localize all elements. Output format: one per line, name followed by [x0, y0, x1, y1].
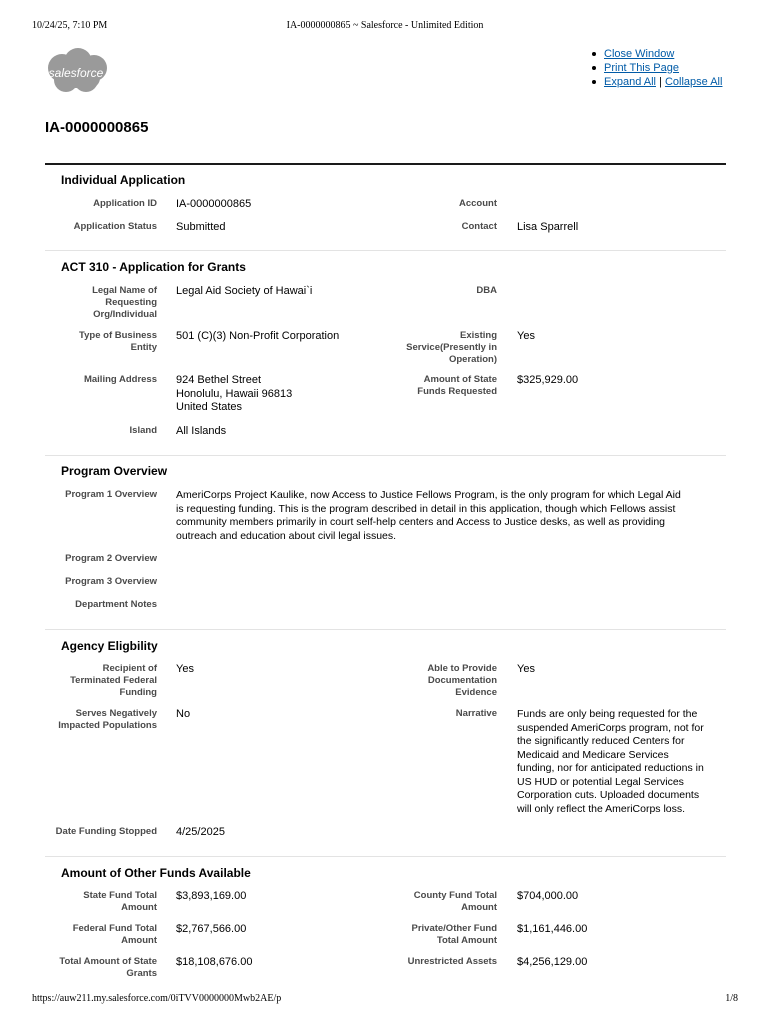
- account-label: Account: [459, 198, 497, 209]
- expand-all-link[interactable]: Expand All: [604, 76, 656, 88]
- date-funding-stopped-label: Date Funding Stopped: [55, 826, 157, 837]
- close-window-item: [592, 47, 722, 61]
- section-title-agency-eligibility[interactable]: Agency Eligbility: [61, 639, 158, 653]
- print-page-item: [592, 61, 722, 75]
- salesforce-logo: [40, 46, 112, 96]
- expand-collapse-item: [592, 75, 722, 89]
- county-fund-total-label: County Fund Total Amount: [413, 890, 497, 913]
- section-divider: [45, 856, 726, 857]
- application-status-label: Application Status: [73, 221, 157, 232]
- able-to-provide-documentation-value: Yes: [517, 663, 535, 675]
- total-state-grants-label: Total Amount of State Grants: [59, 956, 157, 979]
- program-1-overview-label: Program 1 Overview: [65, 489, 157, 500]
- section-title-other-funds[interactable]: Amount of Other Funds Available: [61, 866, 251, 880]
- program-2-overview-label: Program 2 Overview: [65, 553, 157, 564]
- print-timestamp: 10/24/25, 7:10 PM: [32, 20, 108, 31]
- page-actions: [592, 47, 722, 89]
- collapse-all-link[interactable]: Collapse All: [664, 76, 723, 88]
- print-page-number: 1/8: [725, 993, 738, 1004]
- private-other-fund-value: $1,161,446.00: [517, 923, 588, 935]
- private-other-fund-label: Private/Other Fund Total Amount: [411, 923, 497, 946]
- serves-impacted-populations-label: Serves Negatively Impacted Populations: [58, 708, 157, 731]
- unrestricted-assets-value: $4,256,129.00: [517, 956, 588, 968]
- section-divider: [45, 455, 726, 456]
- print-header: [0, 20, 770, 34]
- legal-name-label: Legal Name of Requesting Org/Individual: [92, 285, 157, 320]
- print-url: https://auw211.my.salesforce.com/0iTVV0000000Mwb2AE/p: [32, 993, 282, 1004]
- county-fund-total-value: $704,000.00: [517, 890, 579, 902]
- state-fund-total-label: State Fund Total Amount: [83, 890, 157, 913]
- application-id-label: Application ID: [93, 198, 157, 209]
- section-title-program-overview[interactable]: Program Overview: [61, 464, 168, 478]
- federal-fund-total-value: $2,767,566.00: [176, 923, 247, 935]
- existing-service-label: Existing Service(Presently in Operation): [406, 330, 497, 365]
- state-fund-total-value: $3,893,169.00: [176, 890, 247, 902]
- page-title: IA-0000000865: [45, 119, 149, 136]
- existing-service-value: Yes: [517, 330, 535, 342]
- application-status-value: Submitted: [176, 221, 226, 233]
- section-title-individual-application[interactable]: Individual Application: [61, 173, 186, 187]
- program-3-overview-label: Program 3 Overview: [65, 576, 157, 587]
- narrative-label: Narrative: [455, 708, 497, 719]
- amount-requested-value: $325,929.00: [517, 374, 579, 386]
- section-title-act-310[interactable]: ACT 310 - Application for Grants: [61, 260, 246, 274]
- federal-fund-total-label: Federal Fund Total Amount: [72, 923, 157, 946]
- title-divider: [45, 163, 726, 165]
- section-divider: [45, 629, 726, 630]
- print-title: IA-0000000865 ~ Salesforce - Unlimited Edition: [286, 20, 484, 31]
- island-label: Island: [129, 425, 157, 436]
- legal-name-value: Legal Aid Society of Hawai`i: [176, 285, 313, 297]
- total-state-grants-value: $18,108,676.00: [176, 956, 253, 968]
- print-page-link[interactable]: Print This Page: [604, 62, 680, 74]
- business-type-label: Type of Business Entity: [79, 330, 157, 353]
- mailing-address-label: Mailing Address: [83, 374, 157, 385]
- close-window-link[interactable]: Close Window: [604, 48, 675, 60]
- dba-label: DBA: [476, 285, 497, 296]
- link-separator: |: [659, 76, 662, 88]
- contact-label: Contact: [461, 221, 497, 232]
- serves-impacted-populations-value: No: [176, 708, 191, 720]
- application-id-value: IA-0000000865: [176, 198, 252, 210]
- able-to-provide-documentation-label: Able to Provide Documentation Evidence: [427, 663, 497, 698]
- recipient-terminated-funding-label: Recipient of Terminated Federal Funding: [70, 663, 157, 698]
- department-notes-label: Department Notes: [75, 599, 157, 610]
- amount-requested-label: Amount of State Funds Requested: [417, 374, 497, 397]
- section-divider: [45, 250, 726, 251]
- business-type-value: 501 (C)(3) Non-Profit Corporation: [176, 330, 340, 342]
- contact-value[interactable]: Lisa Sparrell: [517, 221, 579, 233]
- unrestricted-assets-label: Unrestricted Assets: [407, 956, 497, 967]
- date-funding-stopped-value: 4/25/2025: [176, 826, 225, 838]
- recipient-terminated-funding-value: Yes: [176, 663, 194, 675]
- island-value: All Islands: [176, 425, 227, 437]
- narrative-value: Funds are only being requested for the suspended AmeriCorps program, not for the significantly reduced Centers for Medicaid and Medicare Services funding, nor for anticipated reductions in US HUD or potential Legal Services Corporation cuts. Uploaded documents will only reflect the AmeriCorps loss.: [517, 708, 704, 815]
- logo-text: salesforce: [48, 66, 104, 80]
- program-1-overview-value: AmeriCorps Project Kaulike, now Access to Justice Fellows Program, is the only program for which Legal Aid is requesting funding. This is the program described in detail in this application, though which Fellows assist community members primarily in court self-help centers and Access to Justice desks, as well as providing outreach and education about civil legal issues.: [176, 489, 681, 542]
- print-footer: [0, 993, 770, 1007]
- mailing-address-value: 924 Bethel Street Honolulu, Hawaii 96813 United States: [176, 374, 293, 413]
